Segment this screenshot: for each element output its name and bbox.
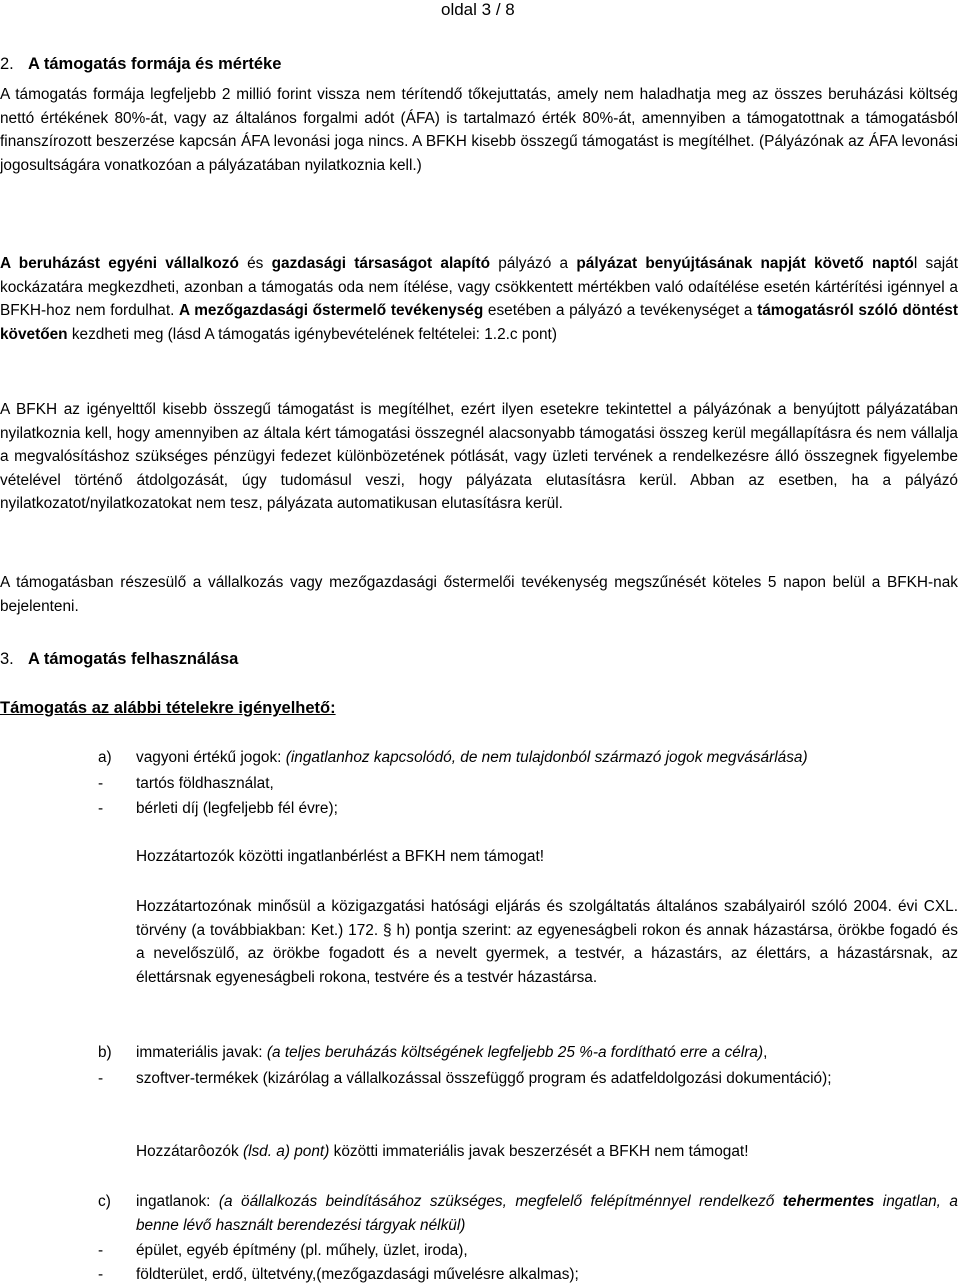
list-item-text: ingatlanok: (a öállalkozás beindításához szükséges, megfelelő felépítménnyel rendelkező tehermentes ingatlan, a benne lévő használt berendezési tárgyak nélkül) xyxy=(136,1193,958,1234)
section-3-title: A támogatás felhasználása xyxy=(28,650,239,668)
list-marker: b) xyxy=(98,1044,112,1061)
eligible-items-subheading: Támogatás az alábbi tételekre igényelhető: xyxy=(0,699,336,717)
document-page: oldal 3 / 8 2. A támogatás formája és mértéke A támogatás formája legfeljebb 2 millió forint vissza nem térítendő tőkejuttatás, amely nem haladhatja meg az összes beruházási költség nettó értékének 80%-át, vagy az általános forgalmi adót (ÁFA) is tartalmazó érték 80%-át, amennyiben a támogatottnak a támogatásból finanszírozott beszerzése kapcsán ÁFA levonási joga nincs. A BFKH kisebb összegű támogatást is megítélhet. (Pályázónak az ÁFA levonási jogosultságára vonatkozóan a pályázatában nyilatkoznia kell.) A beruházást egyéni vállalkozó és gazdasági társaságot alapító pályázó a pályázat benyújtásának napját követő naptól saját kockázatára megkezdheti, azonban a támogatás oda nem ítélése, vagy csökkentett mértékben való odaítélése esetén kártérítési igénnyel a BFKH-hoz nem fordulhat. A mezőgazdasági őstermelő tevékenység esetében a pályázó a tevékenységet a támogatásról szóló döntést követően kezdheti meg (lásd A támogatás igénybevételének feltételei: 1.2.c pont) A BFKH az igényelttől kisebb összegű támogatást is megítélhet, ezért ilyen esetekre tekintettel a pályázónak a benyújtott pályázatában nyilatkoznia kell, hogy amennyiben az általa kért támogatási összegnél alacsonyabb támogatási összeg kerül megállapításra és nem vállalja a megvalósításhoz szükséges pénzügyi fedezet különbözetének pótlását, vagy üzleti tervének a rendelkezésre álló összegnek figyelembe vételével történő átdolgozását, úgy tudomásul veszi, hogy pályázata elutasításra kerül. Abban az esetben, ha a pályázó nyilatkozatot/nyilatkozatokat nem tesz, pályázata automatikusan elutasításra kerül. A támogatásban részesülő a vállalkozás vagy mezőgazdasági őstermelői tevékenység megszűnését köteles 5 napon belül a BFKH-nak bejelenteni. 3. A támogatás felhasználása Támogatás az alábbi tételekre igényelhető: a) vagyoni értékű jogok: (ingatlanhoz kapcsolódó, de nem tulajdonból származó jogok megvásárlása) - tartós földhasználat, - bérleti díj (legfeljebb fél évre); Hozzátartozók közötti ingatlanbérlést a BFKH nem támogat! Hozzátartozónak minősül a közigazgatási hatósági eljárás és szolgáltatás általános szabályairól szóló 2004. évi CXL. törvény (a továbbiakban: Ket.) 172. § h) pontja szerint: az egyeneságbeli rokon és annak házastársa, örökbe fogadó és a nevelőszülő, az örökbe fogadott és a nevelt gyermek, a testvér, a házastárs, az élettárs, a házastársnak, az élettársnak egyeneságbeli rokona, testvére és a testvér házastársa. b) immateriális javak: (a teljes beruházás költségének legfeljebb 25 %-a fordítható erre a célra), - szoftver-termékek (kizárólag a vállalkozással összefüggő program és adatfeldolgozási dokumentáció); Hozzátarôozók (lsd. a) pont) közötti immateriális javak beszerzését a BFKH nem támogat! c) ingatlanok: (a öállalkozás beindításához szükséges, megfelelő felépítménnyel rendelkező tehermentes ingatlan, a benne lévő használt berendezési tárgyak nélkül) - épület, egyéb építmény (pl. műhely, üzlet, iroda), - földterület, erdő, ültetvény,(mezőgazdasági művelésre alkalmas); xyxy=(0,0,959,1283)
section-3-number: 3. xyxy=(0,650,14,668)
section-2-heading xyxy=(0,55,281,74)
list-marker: a) xyxy=(98,749,112,766)
paragraph-lower-amount: A BFKH az igényelttől kisebb összegű támogatást is megítélhet, ezért ilyen esetekre tekintettel a pályázónak a benyújtott pályázatában nyilatkoznia kell, hogy amennyiben az általa kért támogatási összegnél alacsonyabb támogatási összeg kerül megállapításra és nem vállalja a megvalósításhoz szükséges pénzügyi fedezet különbözetének pótlását, vagy üzleti tervének a rendelkezésre álló összegnek figyelembe vételével történő átdolgozását, úgy tudomásul veszi, hogy pályázata elutasításra kerül. Abban az esetben, ha a pályázó nyilatkozatot/nyilatkozatokat nem tesz, pályázata automatikusan elutasításra kerül. xyxy=(0,401,958,513)
list-marker: c) xyxy=(98,1193,111,1210)
paragraph-termination-notice: A támogatásban részesülő a vállalkozás vagy mezőgazdasági őstermelői tevékenység megszűnését köteles 5 napon belül a BFKH-nak bejelenteni. xyxy=(0,574,958,615)
section-3-heading xyxy=(0,650,238,669)
paragraph-start-of-investment: A beruházást egyéni vállalkozó és gazdasági társaságot alapító pályázó a pályázat benyújtásának napját követő naptól saját kockázatára megkezdheti, azonban a támogatás oda nem ítélése, vagy csökkentett mértékben való odaítélése esetén kártérítési igénnyel a BFKH-hoz nem fordulhat. A mezőgazdasági őstermelő tevékenység esetében a pályázó a tevékenységet a támogatásról szóló döntést követően kezdheti meg (lásd A támogatás igénybevételének feltételei: 1.2.c pont) xyxy=(0,255,959,343)
list-item-text: vagyoni értékű jogok: (ingatlanhoz kapcsolódó, de nem tulajdonból származó jogok megvásárlása) xyxy=(136,749,808,766)
section-2-title: A támogatás formája és mértéke xyxy=(28,55,282,73)
paragraph-support-form: A támogatás formája legfeljebb 2 millió forint vissza nem térítendő tőkejuttatás, amely nem haladhatja meg az összes beruházási költség nettó értékének 80%-át, vagy az általános forgalmi adót (ÁFA) is tartalmazó érték 80%-át, amennyiben a támogatottnak a támogatásból finanszírozott beszerzése kapcsán ÁFA levonási joga nincs. A BFKH kisebb összegű támogatást is megítélhet. (Pályázónak az ÁFA levonási jogosultságára vonatkozóan a pályázatában nyilatkoznia kell.) xyxy=(0,86,958,174)
section-2-number: 2. xyxy=(0,55,14,73)
page-number: oldal 3 / 8 xyxy=(441,0,515,19)
note-relatives-definition: Hozzátartozónak minősül a közigazgatási hatósági eljárás és szolgáltatás általános szabályairól szóló 2004. évi CXL. törvény (a továbbiakban: Ket.) 172. § h) pontja szerint: az egyeneságbeli rokon és annak házastársa, örökbe fogadó és a nevelőszülő, az örökbe fogadott és a nevelt gyermek, a testvér, a házastárs, az élettárs, a házastársnak, az élettársnak egyeneságbeli rokona, testvére és a testvér házastársa. xyxy=(136,898,958,986)
list-item-text: immateriális javak: (a teljes beruházás költségének legfeljebb 25 %-a fordítható erre a célra), xyxy=(136,1044,768,1061)
note-immaterial-between-relatives: Hozzátarôozók (lsd. a) pont) közötti immateriális javak beszerzését a BFKH nem támogat! xyxy=(136,1143,749,1160)
note-lease-between-relatives: Hozzátartozók közötti ingatlanbérlést a BFKH nem támogat! xyxy=(136,848,545,865)
